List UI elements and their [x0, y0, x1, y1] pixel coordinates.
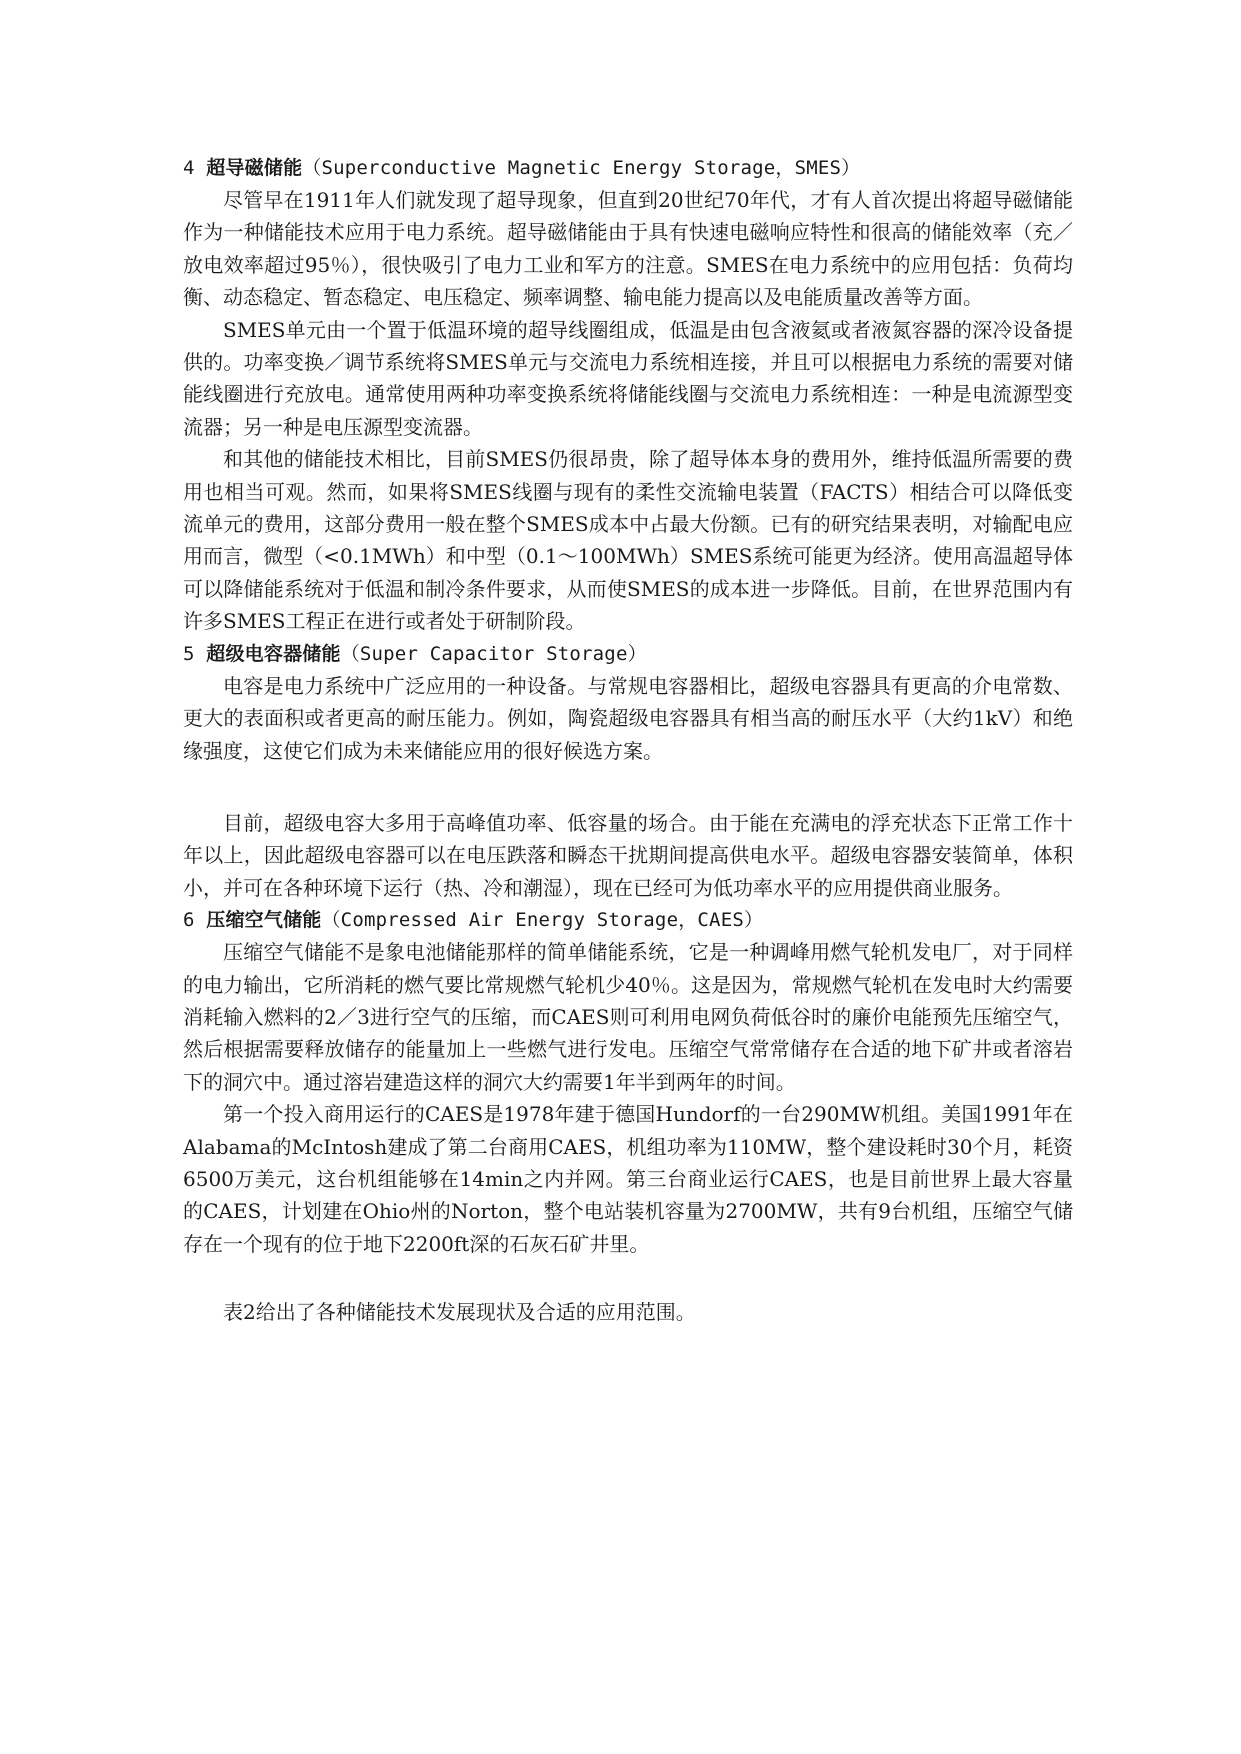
paragraph: 第一个投入商用运行的CAES是1978年建于德国Hundorf的一台290MW机组。美国1991年在Alabama的McIntosh建成了第二台商用CAES，机组功率为110MW，整个建设耗时30个月，耗资6500万美元，这台机组能够在14min之内并网。第三台商业运行CAES，也是目前世界上最大容量的CAES，计划建在Ohio州的Norton，整个电站装机容量为2700MW，共有9台机组，压缩空气储存在一个现有的位于地下2200ft深的石灰石矿井里。 [183, 1102, 1073, 1256]
paragraph: 电容是电力系统中广泛应用的一种设备。与常规电容器相比，超级电容器具有更高的介电常数、更大的表面积或者更高的耐压能力。例如，陶瓷超级电容器具有相当高的耐压水平（大约1kV）和绝缘强度，这使它们成为未来储能应用的很好候选方案。 [183, 673, 1073, 763]
section-heading-6 [183, 904, 1073, 936]
section-title-zh: 超级电容器储能 [206, 642, 341, 665]
blank-line [183, 1260, 1073, 1296]
blank-line [183, 767, 1073, 807]
section-title-en: （Compressed Air Energy Storage，CAES） [321, 909, 764, 932]
paragraph: 和其他的储能技术相比，目前SMES仍很昂贵，除了超导体本身的费用外，维持低温所需要的费用也相当可观。然而，如果将SMES线圈与现有的柔性交流输电装置（FACTS）相结合可以降低变流单元的费用，这部分费用一般在整个SMES成本中占最大份额。已有的研究结果表明，对输配电应用而言，微型（<0.1MWh）和中型（0.1～100MWh）SMES系统可能更为经济。使用高温超导体可以降储能系统对于低温和制冷条件要求，从而使SMES的成本进一步降低。目前，在世界范围内有许多SMES工程正在进行或者处于研制阶段。 [183, 447, 1073, 634]
closing-paragraph: 表2给出了各种储能技术发展现状及合适的应用范围。 [223, 1300, 696, 1325]
section-heading-4 [183, 152, 1073, 184]
section-number: 6 [183, 909, 195, 932]
document-page [183, 152, 1073, 1329]
paragraph: SMES单元由一个置于低温环境的超导线圈组成，低温是由包含液氦或者液氮容器的深冷设备提供的。功率变换／调节系统将SMES单元与交流电力系统相连接，并且可以根据电力系统的需要对储能线圈进行充放电。通常使用两种功率变换系统将储能线圈与交流电力系统相连：一种是电流源型变流器；另一种是电压源型变流器。 [183, 317, 1073, 439]
paragraph: 尽管早在1911年人们就发现了超导现象，但直到20世纪70年代，才有人首次提出将超导磁储能作为一种储能技术应用于电力系统。超导磁储能由于具有快速电磁响应特性和很高的储能效率（充／放电效率超过95％），很快吸引了电力工业和军方的注意。SMES在电力系统中的应用包括：负荷均衡、动态稳定、暂态稳定、电压稳定、频率调整、输电能力提高以及电能质量改善等方面。 [183, 188, 1073, 310]
section-heading-5 [183, 638, 1073, 670]
section-title-zh: 压缩空气储能 [206, 909, 322, 932]
section-number: 4 [183, 157, 195, 179]
section-title-en: （Super Capacitor Storage） [340, 642, 647, 665]
section-number: 5 [183, 642, 195, 665]
section-title-en: （Superconductive Magnetic Energy Storage，SMES） [302, 157, 861, 179]
section-title-zh: 超导磁储能 [206, 157, 303, 179]
paragraph: 压缩空气储能不是象电池储能那样的简单储能系统，它是一种调峰用燃气轮机发电厂，对于同样的电力输出，它所消耗的燃气要比常规燃气轮机少40％。这是因为，常规燃气轮机在发电时大约需要消耗输入燃料的2／3进行空气的压缩，而CAES则可利用电网负荷低谷时的廉价电能预先压缩空气，然后根据需要释放储存的能量加上一些燃气进行发电。压缩空气常常储存在合适的地下矿井或者溶岩下的洞穴中。通过溶岩建造这样的洞穴大约需要1年半到两年的时间。 [183, 940, 1073, 1094]
paragraph: 目前，超级电容大多用于高峰值功率、低容量的场合。由于能在充满电的浮充状态下正常工作十年以上，因此超级电容器可以在电压跌落和瞬态干扰期间提高供电水平。超级电容器安装简单，体积小，并可在各种环境下运行（热、冷和潮湿），现在已经可为低功率水平的应用提供商业服务。 [183, 810, 1073, 900]
